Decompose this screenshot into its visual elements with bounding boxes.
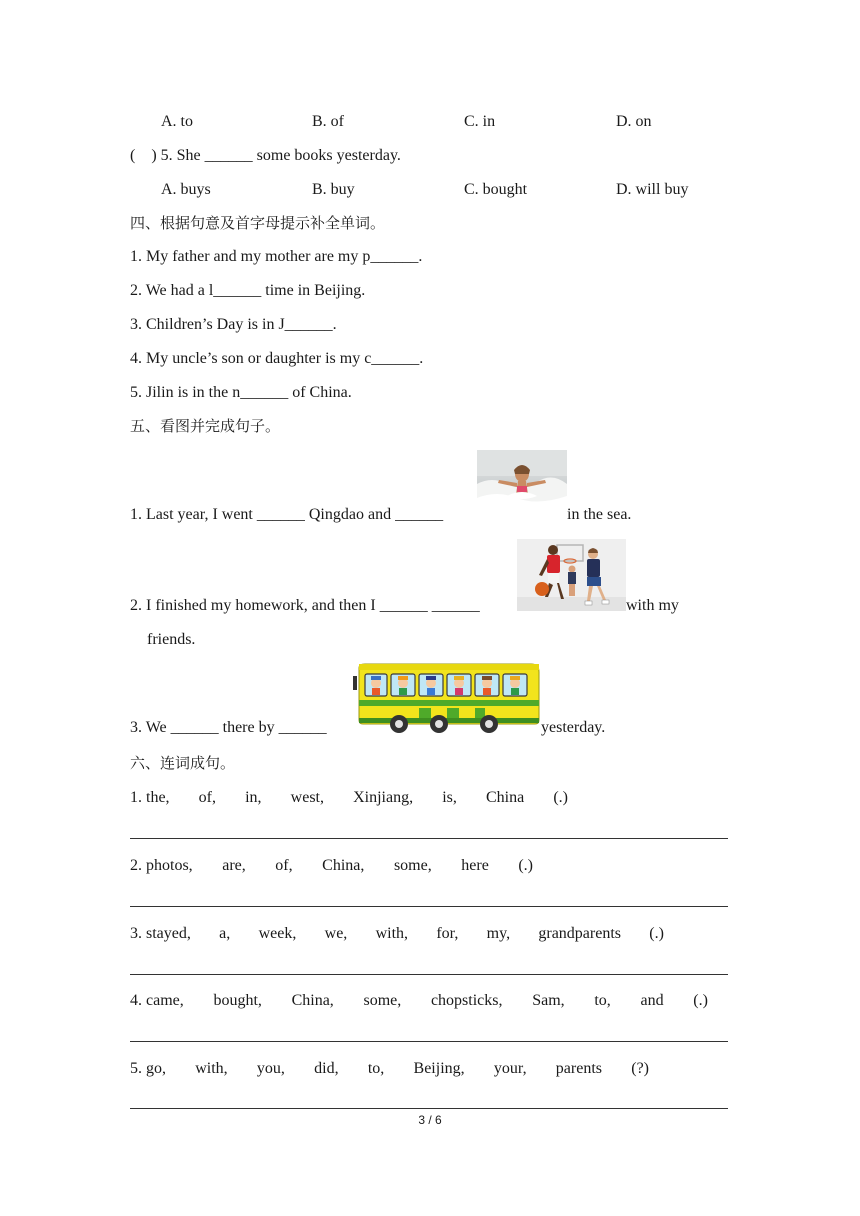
word: week, [258,925,297,942]
word: 4. came, [130,992,184,1009]
word: west, [290,789,324,806]
section5-item3-text: 3. We ______ there by ______ [130,719,327,736]
word: China, [322,857,365,874]
section5-item2-continuation: friends. [147,631,196,648]
section6-heading: 六、连词成句。 [130,754,236,772]
word: with, [195,1060,228,1077]
word: for, [436,925,459,942]
section4-item-2: 2. We had a l______ time in Beijing. [130,282,366,299]
word: China [485,789,525,806]
q5-option-d: D. will buy [616,181,689,198]
word: to, [594,992,611,1009]
word: you, [256,1060,285,1077]
section6-item-2 [130,856,533,876]
section4-heading: 四、根据句意及首字母提示补全单词。 [130,214,386,232]
word: 3. stayed, [130,925,191,942]
word: some, [363,992,402,1009]
word: China, [291,992,334,1009]
section5-item3-after: yesterday. [541,719,606,736]
section5-item1-after: in the sea. [567,506,632,523]
q4-option-b: B. of [312,113,344,130]
word: of, [275,857,293,874]
word: 1. the, [130,789,170,806]
word: and [640,992,664,1009]
section4-item-5: 5. Jilin is in the n______ of China. [130,384,352,401]
section4-item-3: 3. Children’s Day is in J______. [130,316,337,333]
word: in, [245,789,262,806]
word: is, [442,789,457,806]
section6-item-5 [130,1059,649,1079]
word: chopsticks, [430,992,503,1009]
q5-option-c: C. bought [464,181,528,198]
word: to, [367,1060,385,1077]
word: with, [375,925,409,942]
q4-option-d: D. on [616,113,652,130]
swimming-girl-picture [477,450,567,520]
word: here [461,857,489,874]
q5-option-a: A. buys [161,181,211,198]
word: did, [314,1060,339,1077]
bus-picture [349,662,542,736]
word: (.) [553,789,568,806]
word: (.) [649,925,664,942]
section6-item-3 [130,924,664,944]
word: grandparents [538,925,621,942]
q4-option-c: C. in [464,113,496,130]
q4-option-a: A. to [161,113,193,130]
section5-item1-text: 1. Last year, I went ______ Qingdao and ______ [130,506,444,523]
section5-item2-text: 2. I finished my homework, and then I ______ ______ [130,597,480,614]
section4-item-4: 4. My uncle’s son or daughter is my c______. [130,350,424,367]
section5-item2-after: with my [626,597,679,614]
word: (.) [693,992,708,1009]
basketball-picture [517,539,626,611]
section6-item-4 [130,991,708,1011]
q5-stem: ( ) 5. She ______ some books yesterday. [130,147,401,164]
word: a, [219,925,231,942]
word: are, [222,857,246,874]
word: bought, [213,992,262,1009]
word: your, [493,1060,527,1077]
word: we, [324,925,348,942]
word: of, [198,789,216,806]
page-number: 3 / 6 [418,1113,442,1127]
word: Beijing, [413,1060,465,1077]
q5-option-b: B. buy [312,181,355,198]
answer-line-3 [130,974,728,975]
section4-item-1: 1. My father and my mother are my p______. [130,248,423,265]
word: (?) [631,1060,649,1077]
answer-line-5 [130,1108,728,1109]
word: 5. go, [130,1060,166,1077]
word: Sam, [532,992,565,1009]
word: my, [486,925,511,942]
section5-heading: 五、看图并完成句子。 [130,417,281,435]
word: parents [555,1060,602,1077]
word: (.) [518,857,533,874]
section6-item-1 [130,788,568,808]
answer-line-4 [130,1041,728,1042]
word: 2. photos, [130,857,193,874]
word: Xinjiang, [353,789,414,806]
answer-line-2 [130,906,728,907]
answer-line-1 [130,838,728,839]
word: some, [393,857,432,874]
